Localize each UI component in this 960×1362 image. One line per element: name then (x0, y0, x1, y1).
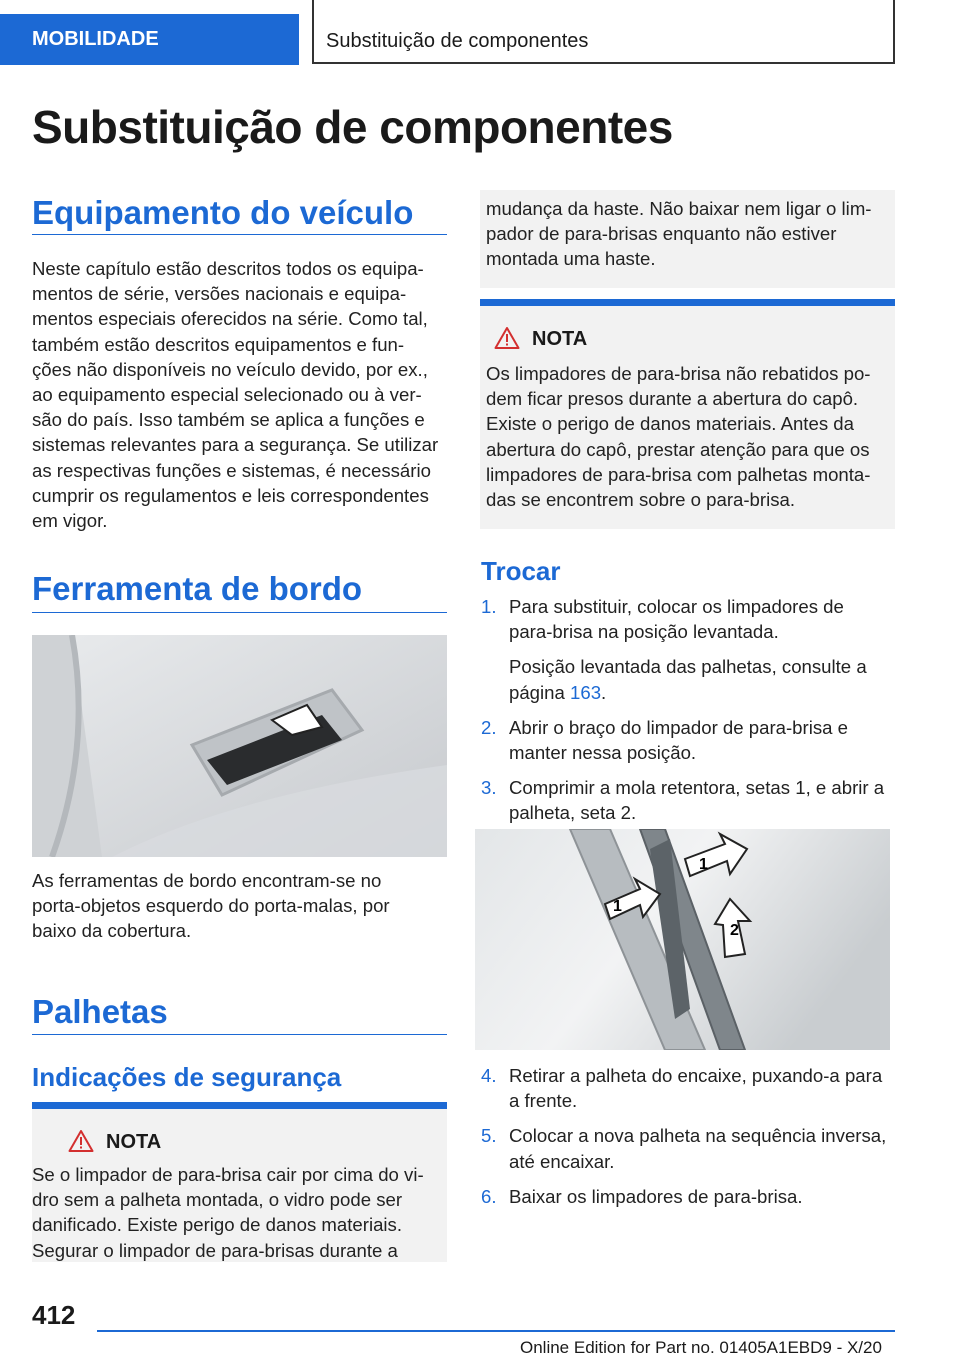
text-line: sistemas relevantes para a segurança. Se utilizar (32, 434, 439, 456)
heading-toolkit: Ferramenta de bordo (32, 570, 363, 607)
text-line: ao equipamento especial selecionado ou à ver- (32, 384, 422, 406)
footer-rule (97, 1330, 895, 1332)
text-line: manter nessa posição. (509, 742, 697, 764)
text-line: Segurar o limpador de para-brisas durante a (32, 1239, 398, 1261)
list-item (481, 1123, 896, 1173)
heading-replace: Trocar (481, 556, 561, 586)
equipment-paragraph (32, 256, 452, 533)
text-line: em vigor. (32, 510, 108, 532)
text-line: mentos especiais oferecidos na série. Como tal, (32, 308, 428, 330)
text-span: página (509, 681, 571, 703)
note-box (32, 1109, 447, 1262)
step-number: 4. (481, 1065, 497, 1086)
page-number: 412 (32, 1300, 76, 1330)
text-line: danificado. Existe perigo de danos materiais. (32, 1214, 403, 1236)
text-line: para-brisa na posição levantada. (509, 621, 779, 643)
text-line: Retirar a palheta do encaixe, puxando-a para (509, 1065, 883, 1086)
text-line: Posição levantada das palhetas, consulte a (509, 656, 867, 678)
text-line: também estão descritos equipamentos e fun- (32, 333, 405, 355)
text-line: Neste capítulo estão descritos todos os equipa- (32, 258, 424, 279)
heading-equipment: Equipamento do veículo (32, 194, 414, 231)
step-number: 5. (481, 1125, 497, 1147)
toolkit-paragraph (32, 868, 452, 944)
text-line: até encaixar. (509, 1150, 615, 1172)
steps-list-a (481, 594, 896, 836)
wiper-blade-image (475, 829, 890, 1050)
image-label: 1 (613, 898, 622, 915)
toolkit-compartment-image (32, 635, 447, 857)
list-item (481, 1063, 896, 1113)
text-span: . (601, 681, 607, 703)
footer-edition: Online Edition for Part no. 01405A1EBD9 - X/20 (520, 1338, 882, 1357)
heading-rule (32, 1034, 447, 1035)
steps-list-b (481, 1063, 896, 1219)
text-line: Baixar os limpadores de para-brisa. (509, 1185, 803, 1207)
text-line: ções não disponíveis no veículo devido, por ex., (32, 358, 428, 380)
section-tab: MOBILIDADE (0, 14, 299, 65)
text-line: das se encontrem sobre o para-brisa. (486, 489, 796, 511)
heading-blades: Palhetas (32, 993, 168, 1030)
step-number: 6. (481, 1185, 497, 1207)
text-line: a frente. (509, 1090, 578, 1112)
heading-safety: Indicações de segurança (32, 1062, 342, 1092)
note-box (480, 306, 895, 529)
chapter-header: Substituição de componentes (312, 0, 895, 64)
text-line: pador de para-brisas enquanto não estiver (486, 223, 837, 245)
page-title: Substituição de componentes (32, 101, 673, 153)
note-text (486, 196, 891, 272)
step-number: 1. (481, 596, 497, 617)
step-note (509, 654, 896, 704)
step-number: 3. (481, 777, 497, 799)
step-number: 2. (481, 716, 497, 738)
text-line: As ferramentas de bordo encontram-se no (32, 870, 382, 891)
text-line: palheta, seta 2. (509, 802, 637, 824)
text-line: cumprir os regulamentos e leis correspondentes (32, 484, 429, 506)
heading-rule (32, 612, 447, 613)
text-line: porta-objetos esquerdo do porta-malas, por (32, 895, 390, 917)
text-line: mudança da haste. Não baixar nem ligar o lim- (486, 198, 872, 219)
text-line: baixo da cobertura. (32, 920, 192, 942)
toolkit-illustration (32, 635, 447, 857)
image-label: 2 (730, 922, 739, 939)
text-line: mentos de série, versões nacionais e equipa- (32, 283, 407, 305)
list-item (481, 594, 896, 705)
text-line: dro sem a palheta montada, o vidro pode ser (32, 1189, 403, 1211)
text-line: Existe o perigo de danos materiais. Antes da (486, 413, 854, 435)
text-line: Os limpadores de para-brisa não rebatidos po- (486, 363, 871, 384)
list-item (481, 1184, 896, 1209)
text-line: limpadores de para-brisa com palhetas monta- (486, 463, 871, 485)
note-box-continued (480, 190, 895, 288)
text-line: Abrir o braço do limpador de para-brisa e (509, 716, 848, 738)
text-line: montada uma haste. (486, 248, 656, 270)
list-item (481, 715, 896, 765)
note-text (486, 361, 891, 512)
list-item (481, 775, 896, 825)
warning-icon (68, 1129, 94, 1158)
note-bar (32, 1102, 447, 1109)
image-label: 1 (699, 856, 708, 873)
note-text (32, 1162, 447, 1263)
text-line: abertura do capô, prestar atenção para que os (486, 438, 870, 460)
text-line: Comprimir a mola retentora, setas 1, e abrir a (509, 777, 885, 799)
note-bar (480, 299, 895, 306)
heading-rule (32, 234, 447, 235)
note-title: NOTA (532, 328, 588, 350)
text-line: são do país. Isso também se aplica a funções e (32, 409, 425, 431)
text-line: Se o limpador de para-brisa cair por cima do vi- (32, 1164, 424, 1185)
text-line (509, 680, 896, 705)
note-title: NOTA (106, 1131, 162, 1153)
text-line: Para substituir, colocar os limpadores de (509, 596, 844, 617)
text-line: dem ficar presos durante a abertura do capô. (486, 388, 859, 410)
page-link[interactable]: 163 (570, 681, 602, 703)
warning-icon (494, 326, 520, 355)
text-line: Colocar a nova palheta na sequência inversa, (509, 1125, 887, 1147)
wiper-illustration (475, 829, 890, 1050)
text-line: as respectivas funções e sistemas, é necessário (32, 459, 431, 481)
